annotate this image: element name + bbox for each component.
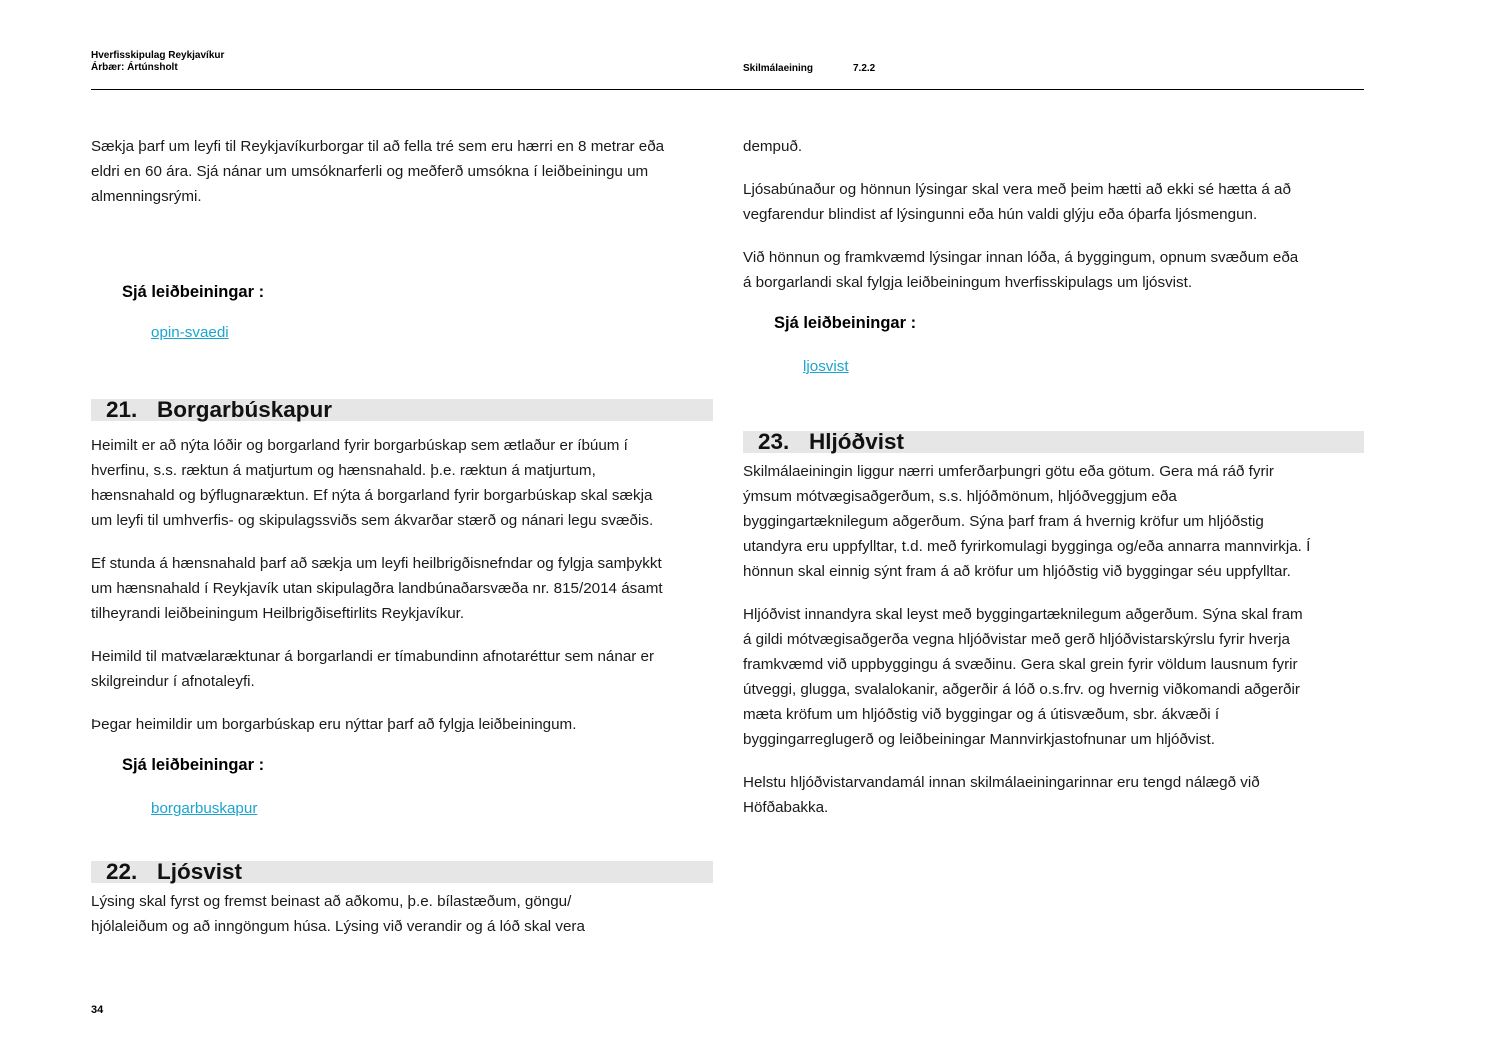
guide-heading: Sjá leiðbeiningar : [122,756,265,774]
paragraph: Heimilt er að nýta lóðir og borgarland fyrir borgarbúskap sem ætlaður er íbúum í hverfinu, s.s. ræktun á matjurtum og hænsnahald. þ.e. ræktun á matjurtum, hænsnahald og býflugnaræktun. Ef nýta á borgarland fyrir borgarbúskap skal sækja um leyfi til umhverfis- og skipulagssviðs sem ákvarðar stærð og nánari legu svæðis. [91,437,654,529]
unit-label: Skilmálaeining [743,63,814,74]
paragraph: Þegar heimildir um borgarbúskap eru nýttar þarf að fylgja leiðbeiningum. [91,716,577,733]
guide-heading: Sjá leiðbeiningar : [774,314,917,332]
paragraph: Lýsing skal fyrst og fremst beinast að aðkomu, þ.e. bílastæðum, göngu/ hjólaleiðum og að inngöngum húsa. Lýsing við verandir og á lóð skal vera [91,893,585,935]
guide-heading: Sjá leiðbeiningar : [122,283,265,301]
section-title: Ljósvist [157,859,243,884]
section-heading-21 [91,399,713,421]
section-heading-22 [91,861,713,883]
guide-link-borgarbuskapur[interactable]: borgarbuskapur [151,800,258,817]
section-number: 23. [758,429,790,454]
left-column [91,134,713,957]
section-title: Borgarbúskapur [157,397,333,422]
document-title: Hverfisskipulag Reykjavíkur [91,50,225,61]
section-title: Hljóðvist [809,429,905,454]
guide-link-opin-svaedi[interactable]: opin-svaedi [151,324,229,341]
page-number: 34 [91,1004,104,1016]
section-number: 22. [106,859,138,884]
paragraph: Ljósabúnaður og hönnun lýsingar skal vera með þeim hætti að ekki sé hætta á að vegfarendur blindist af lýsingunni eða hún valdi glýju eða óþarfa ljósmengun. [743,181,1291,223]
guide-link-ljosvist[interactable]: ljosvist [803,358,849,375]
header-divider [91,89,1364,90]
paragraph: Við hönnun og framkvæmd lýsingar innan lóða, á byggingum, opnum svæðum eða á borgarlandi skal fylgja leiðbeiningum hverfisskipulags um ljósvist. [743,249,1299,291]
intro-paragraph: Sækja þarf um leyfi til Reykjavíkurborgar til að fella tré sem eru hærri en 8 metrar eða eldri en 60 ára. Sjá nánar um umsóknarferli og meðferð umsókna í leiðbeiningu um almenningsrými. [91,138,665,205]
paragraph: Heimild til matvælaræktunar á borgarlandi er tímabundinn afnotaréttur sem nánar er skilgreindur í afnotaleyfi. [91,648,655,690]
right-column [743,134,1364,838]
section-heading-23 [743,431,1364,453]
paragraph: Helstu hljóðvistarvandamál innan skilmálaeiningarinnar eru tengd nálægð við Höfðabakka. [743,774,1260,816]
paragraph: Hljóðvist innandyra skal leyst með byggingartæknilegum aðgerðum. Sýna skal fram á gildi mótvægisaðgerða vegna hljóðvistar með gerð hljóðvistarskýrslu fyrir hverja framkvæmd við uppbyggingu á svæðinu. Gera skal grein fyrir völdum lausnum fyrir útveggi, glugga, svalalokanir, aðgerðir á lóð o.s.frv. og hvernig viðkomandi aðgerðir mæta kröfum um hljóðstig við byggingar og á útisvæðum, sbr. ákvæði í byggingarreglugerð og leiðbeiningar Mannvirkjastofnunar um hljóðvist. [743,606,1303,748]
document-subtitle: Árbær: Ártúnsholt [91,62,178,73]
continued-text: dempuð. [743,138,803,155]
paragraph: Ef stunda á hænsnahald þarf að sækja um leyfi heilbrigðisnefndar og fylgja samþykkt um hænsnahald í Reykjavík utan skipulagðra landbúnaðarsvæða nr. 815/2014 ásamt tilheyrandi leiðbeiningum Heilbrigðiseftirlits Reykjavíkur. [91,555,663,622]
section-number: 21. [106,397,138,422]
unit-code: 7.2.2 [853,63,876,74]
paragraph: Skilmálaeiningin liggur nærri umferðarþungri götu eða götum. Gera má ráð fyrir ýmsum mótvægisaðgerðum, s.s. hljóðmönum, hljóðveggjum eða byggingartæknilegum aðgerðum. Sýna þarf fram á hvernig kröfur um hljóðstig utandyra eru uppfylltar, t.d. með fyrirkomulagi bygginga og/eða annarra mannvirkja. Í hönnun skal einnig sýnt fram á að kröfur um hljóðstig við byggingar séu uppfylltar. [743,463,1311,580]
